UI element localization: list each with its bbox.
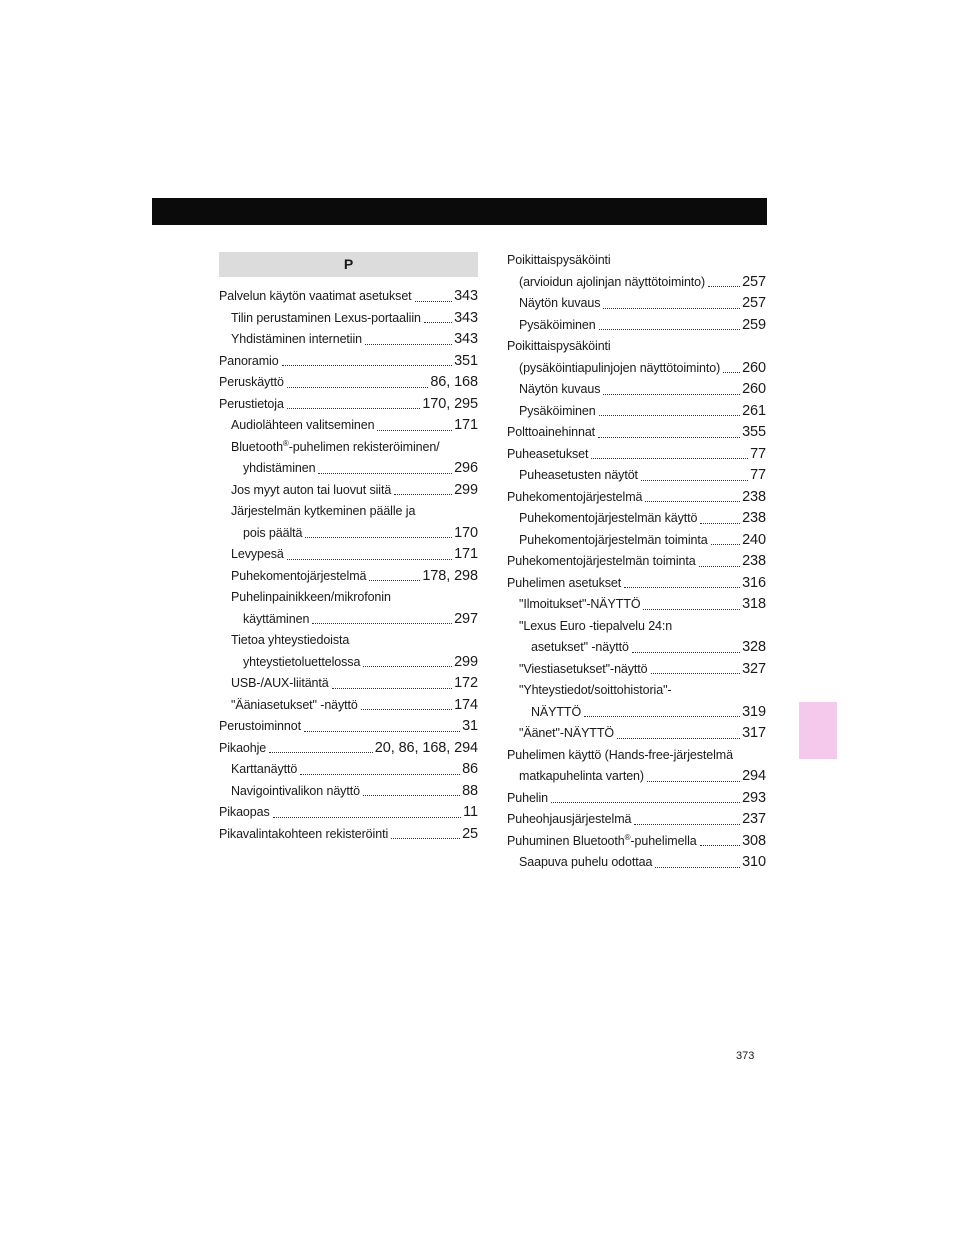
entry-text: pois päältä <box>243 525 303 540</box>
entry-text: NÄYTTÖ <box>531 704 582 719</box>
entry-text: Tietoa yhteystiedoista <box>231 633 350 647</box>
index-entry <box>507 659 766 681</box>
dot-leader <box>634 824 740 825</box>
dot-leader <box>624 587 740 588</box>
dot-leader <box>584 716 740 717</box>
index-entry <box>219 415 478 437</box>
entry-page: 260 <box>742 381 766 397</box>
index-column-right <box>507 250 766 874</box>
entry-text: Puhekomentojärjestelmän toiminta <box>519 532 708 547</box>
entry-row <box>219 372 478 394</box>
entry-page: 237 <box>742 811 766 827</box>
index-entry <box>219 480 478 502</box>
entry-page: 77 <box>750 445 766 462</box>
index-entry <box>507 336 766 379</box>
index-entry <box>507 594 766 616</box>
index-entry <box>507 315 766 337</box>
entry-page: 297 <box>454 610 478 627</box>
dot-leader <box>603 308 740 309</box>
entry-text: matkapuhelinta varten) <box>519 769 644 783</box>
dot-leader <box>332 688 452 689</box>
index-entry <box>219 566 478 588</box>
entry-page: 25 <box>462 825 478 842</box>
dot-leader <box>699 566 741 567</box>
entry-first-line <box>231 437 478 459</box>
entry-page: 299 <box>454 653 478 670</box>
index-entry <box>507 293 766 315</box>
index-entry <box>219 308 478 330</box>
entry-text: Pysäköiminen <box>519 317 596 332</box>
dot-leader <box>282 365 453 366</box>
entry-first-line <box>507 745 766 767</box>
entry-row <box>219 824 478 846</box>
entry-text: Puheasetukset <box>507 446 589 461</box>
dot-leader <box>304 731 460 732</box>
entry-row <box>507 444 766 466</box>
dot-leader <box>643 609 740 610</box>
entry-page: 238 <box>742 488 766 505</box>
entry-text: yhteystietoluettelossa <box>243 654 361 669</box>
entry-page: 318 <box>742 596 766 612</box>
entry-row <box>519 401 766 423</box>
entry-page: 343 <box>454 288 478 304</box>
index-entry <box>507 444 766 466</box>
entry-text: Puhekomentojärjestelmä <box>231 568 367 583</box>
entry-page: 238 <box>742 553 766 569</box>
entry-text: asetukset" -näyttö <box>531 640 629 654</box>
entry-text: Puhekomentojärjestelmän toiminta <box>507 554 696 568</box>
entry-row <box>519 659 766 681</box>
entry-page: 240 <box>742 531 766 548</box>
entry-text: Levypesä <box>231 547 284 561</box>
entry-page: 77 <box>750 467 766 483</box>
index-entry <box>507 788 766 810</box>
dot-leader <box>708 286 740 287</box>
entry-page: 261 <box>742 402 766 419</box>
entry-first-line <box>519 680 766 702</box>
entry-text: Navigointivalikon näyttö <box>231 783 360 798</box>
entry-text: "Ääniasetukset" -näyttö <box>231 697 358 712</box>
index-section-tab <box>799 702 837 759</box>
entry-page: 86 <box>462 761 478 777</box>
entry-row <box>231 566 478 588</box>
entry-first-line <box>507 250 766 272</box>
entry-row <box>231 544 478 566</box>
entry-row <box>507 422 766 444</box>
dot-leader <box>361 709 452 710</box>
index-entry <box>507 616 766 659</box>
dot-leader <box>273 817 462 818</box>
entry-page: 296 <box>454 460 478 476</box>
index-entry <box>219 695 478 717</box>
registered-mark: ® <box>624 832 631 842</box>
index-entry <box>219 437 478 480</box>
entry-text: Puhekomentojärjestelmä <box>507 489 643 504</box>
entry-text: Puhekomentojärjestelmän käyttö <box>519 511 698 525</box>
entry-page: 343 <box>454 331 478 347</box>
entry-text: Järjestelmän kytkeminen päälle ja <box>231 504 416 518</box>
entry-text: Puhuminen Bluetooth <box>507 833 625 848</box>
dot-leader <box>312 623 452 624</box>
entry-page: 86, 168 <box>430 374 478 390</box>
index-entry <box>507 573 766 595</box>
page-number: 373 <box>736 1050 755 1062</box>
entry-text: Perustoiminnot <box>219 719 301 733</box>
entry-text: käyttäminen <box>243 611 310 626</box>
entry-text: Poikittaispysäköinti <box>507 339 611 353</box>
entry-row <box>519 508 766 530</box>
index-entry <box>219 394 478 416</box>
entry-page: 174 <box>454 696 478 713</box>
entry-page: 259 <box>742 316 766 333</box>
entry-page: 11 <box>463 804 478 820</box>
entry-row <box>231 480 478 502</box>
entry-text: Bluetooth <box>231 439 283 454</box>
entry-row <box>219 716 478 738</box>
entry-page: 343 <box>454 309 478 326</box>
entry-row <box>519 315 766 337</box>
entry-row <box>231 652 478 674</box>
entry-first-line <box>231 501 478 523</box>
index-entry <box>219 824 478 846</box>
dot-leader <box>287 387 428 388</box>
entry-page: 328 <box>742 639 766 655</box>
entry-row <box>231 759 478 781</box>
entry-text: Perustietoja <box>219 396 284 411</box>
entry-page: 299 <box>454 481 478 498</box>
index-entry <box>219 630 478 673</box>
entry-page: 31 <box>462 718 478 734</box>
entry-text: "Yhteystiedot/soittohistoria"- <box>519 683 672 697</box>
entry-row <box>507 272 766 294</box>
entry-row <box>519 702 766 724</box>
entry-first-line <box>231 630 478 652</box>
entry-text: Puhelimen asetukset <box>507 575 622 590</box>
index-entry <box>507 852 766 874</box>
entry-row <box>519 852 766 874</box>
entry-first-line <box>231 587 478 609</box>
index-entry <box>507 723 766 745</box>
index-entry <box>219 738 478 760</box>
index-entry <box>507 530 766 552</box>
index-entry <box>219 802 478 824</box>
dot-leader <box>651 673 741 674</box>
entry-page: 238 <box>742 510 766 526</box>
entry-text: Audiolähteen valitseminen <box>231 418 375 432</box>
entry-text: "Lexus Euro -tiepalvelu 24:n <box>519 618 673 633</box>
index-entry <box>507 401 766 423</box>
entry-text: USB-/AUX-liitäntä <box>231 676 329 690</box>
entry-row <box>219 286 478 308</box>
entry-page: 257 <box>742 273 766 290</box>
entry-page: 88 <box>462 782 478 799</box>
entry-page: 355 <box>742 424 766 440</box>
dot-leader <box>645 501 740 502</box>
dot-leader <box>287 408 421 409</box>
entry-page: 308 <box>742 832 766 849</box>
dot-leader <box>424 322 452 323</box>
index-entry <box>507 250 766 293</box>
entry-row <box>219 351 478 373</box>
entry-row <box>231 458 478 480</box>
dot-leader <box>377 430 452 431</box>
index-entry <box>219 759 478 781</box>
entry-page: 294 <box>742 768 766 784</box>
index-entry <box>219 501 478 544</box>
dot-leader <box>365 344 452 345</box>
entry-first-line <box>519 616 766 638</box>
entry-text: yhdistäminen <box>243 461 316 475</box>
entry-text: (pysäköintiapulinjojen näyttötoiminto) <box>519 360 721 375</box>
dot-leader <box>369 580 420 581</box>
entry-page: 170, 295 <box>422 395 478 412</box>
entry-text: Saapuva puhelu odottaa <box>519 855 653 869</box>
entry-text: (arvioidun ajolinjan näyttötoiminto) <box>519 274 706 289</box>
entry-row <box>519 293 766 315</box>
entry-text: Puhelin <box>507 790 548 805</box>
index-entry <box>219 372 478 394</box>
entry-text: Tilin perustaminen Lexus-portaaliin <box>231 310 421 325</box>
entry-row <box>507 551 766 573</box>
index-entry <box>507 831 766 853</box>
entry-row <box>231 609 478 631</box>
dot-leader <box>287 559 452 560</box>
dot-leader <box>415 301 453 302</box>
index-entry <box>507 379 766 401</box>
dot-leader <box>599 329 740 330</box>
entry-row <box>507 358 766 380</box>
dot-leader <box>363 666 452 667</box>
index-entry <box>507 809 766 831</box>
entry-text: -puhelimella <box>630 833 697 848</box>
entry-row <box>507 809 766 831</box>
dot-leader <box>617 738 740 739</box>
entry-text: Karttanäyttö <box>231 762 298 776</box>
entry-text: "Viestiasetukset"-näyttö <box>519 661 648 676</box>
dot-leader <box>700 845 740 846</box>
index-entry <box>219 781 478 803</box>
entry-page: 310 <box>742 854 766 870</box>
dot-leader <box>300 774 460 775</box>
entry-row <box>507 573 766 595</box>
entry-text: Puhelinpainikkeen/mikrofonin <box>231 590 391 604</box>
entry-row <box>507 766 766 788</box>
dot-leader <box>318 473 452 474</box>
entry-text: Poikittaispysäköinti <box>507 253 611 267</box>
index-entry <box>507 745 766 788</box>
entry-text: Puheohjausjärjestelmä <box>507 812 632 826</box>
entry-row <box>231 415 478 437</box>
entry-text: Näytön kuvaus <box>519 296 601 310</box>
entry-page: 317 <box>742 725 766 741</box>
entry-row <box>231 523 478 545</box>
entry-page: 20, 86, 168, 294 <box>374 739 478 756</box>
index-entry <box>219 716 478 738</box>
entry-text: Peruskäyttö <box>219 375 284 389</box>
entry-page: 171 <box>454 546 478 562</box>
index-entry <box>219 544 478 566</box>
index-entry <box>507 422 766 444</box>
entry-row <box>519 594 766 616</box>
dot-leader <box>700 523 740 524</box>
dot-leader <box>394 494 452 495</box>
dot-leader <box>723 372 740 373</box>
entry-text: Pysäköiminen <box>519 403 596 418</box>
entry-first-line <box>507 336 766 358</box>
entry-text: Puheasetusten näytöt <box>519 468 638 482</box>
dot-leader <box>647 781 740 782</box>
dot-leader <box>305 537 452 538</box>
entry-row <box>519 530 766 552</box>
entry-text: "Ilmoitukset"-NÄYTTÖ <box>519 597 641 611</box>
dot-leader <box>655 867 740 868</box>
dot-leader <box>269 752 373 753</box>
entry-row <box>519 379 766 401</box>
entry-row <box>519 465 766 487</box>
entry-row <box>219 738 478 760</box>
index-entry <box>219 286 478 308</box>
dot-leader <box>551 802 740 803</box>
dot-leader <box>632 652 740 653</box>
index-entry <box>507 551 766 573</box>
entry-page: 260 <box>742 359 766 376</box>
entry-page: 351 <box>454 352 478 369</box>
entry-text: "Äänet"-NÄYTTÖ <box>519 726 614 740</box>
entry-page: 171 <box>454 417 478 433</box>
index-entry <box>219 587 478 630</box>
dot-leader <box>598 437 740 438</box>
entry-row <box>231 308 478 330</box>
index-entry <box>219 351 478 373</box>
dot-leader <box>641 480 748 481</box>
entry-row <box>231 695 478 717</box>
entry-row <box>519 723 766 745</box>
index-entry <box>219 329 478 351</box>
entry-row <box>507 831 766 853</box>
entry-page: 257 <box>742 295 766 311</box>
registered-mark: ® <box>282 438 289 448</box>
entry-text: Näytön kuvaus <box>519 382 601 396</box>
dot-leader <box>711 544 741 545</box>
section-header: P <box>219 252 478 277</box>
entry-page: 319 <box>742 703 766 720</box>
entry-page: 172 <box>454 675 478 691</box>
entry-page: 293 <box>742 789 766 806</box>
dot-leader <box>591 458 748 459</box>
entry-text: Jos myyt auton tai luovut siitä <box>231 482 392 497</box>
entry-text: -puhelimen rekisteröiminen/ <box>288 439 440 454</box>
entry-row <box>231 673 478 695</box>
entry-page: 178, 298 <box>422 567 478 584</box>
dot-leader <box>603 394 740 395</box>
index-entry <box>507 465 766 487</box>
entry-page: 170 <box>454 524 478 541</box>
entry-page: 327 <box>742 660 766 677</box>
entry-text: Palvelun käytön vaatimat asetukset <box>219 289 412 303</box>
entry-row <box>231 329 478 351</box>
entry-text: Polttoainehinnat <box>507 425 596 439</box>
index-entry <box>219 673 478 695</box>
entry-text: Pikaopas <box>219 805 270 819</box>
entry-page: 316 <box>742 574 766 591</box>
index-entry <box>507 680 766 723</box>
dot-leader <box>599 415 740 416</box>
entry-row <box>219 802 478 824</box>
index-entry <box>507 487 766 509</box>
entry-text: Panoramio <box>219 353 279 368</box>
entry-row <box>507 788 766 810</box>
dot-leader <box>363 795 460 796</box>
entry-text: Pikaohje <box>219 740 267 755</box>
index-column-left <box>219 252 478 845</box>
entry-row <box>231 781 478 803</box>
entry-text: Pikavalintakohteen rekisteröinti <box>219 826 389 841</box>
entry-row <box>507 487 766 509</box>
dot-leader <box>391 838 460 839</box>
entry-text: Yhdistäminen internetiin <box>231 332 363 346</box>
entry-row <box>519 637 766 659</box>
entry-row <box>219 394 478 416</box>
index-entry <box>507 508 766 530</box>
entry-text: Puhelimen käyttö (Hands-free-järjestelmä <box>507 747 733 762</box>
header-bar <box>152 198 767 225</box>
